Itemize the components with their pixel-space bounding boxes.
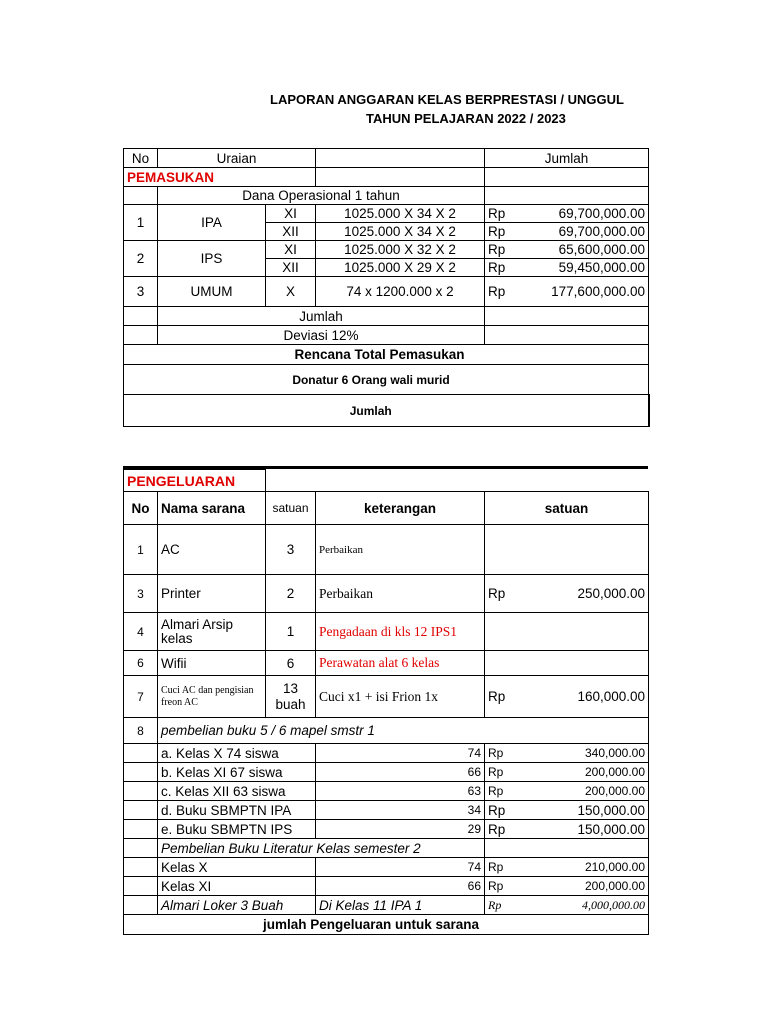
row-calc: 1025.000 X 34 X 2 bbox=[316, 205, 485, 223]
row-calc: 1025.000 X 29 X 2 bbox=[316, 259, 485, 277]
item-qty: 13 buah bbox=[266, 676, 316, 718]
book-qty: 63 bbox=[316, 782, 485, 801]
row-no: 3 bbox=[124, 277, 158, 307]
col-satuan-amount: satuan bbox=[485, 492, 649, 525]
income-table bbox=[123, 148, 650, 427]
lit-amount: Rp 200,000.00 bbox=[485, 877, 649, 896]
col-no: No bbox=[124, 492, 158, 525]
book-name: d. Buku SBMPTN IPA bbox=[158, 801, 316, 820]
book-qty: 66 bbox=[316, 763, 485, 782]
book-amount: Rp 200,000.00 bbox=[485, 763, 649, 782]
item-nama: Almari Arsip kelas bbox=[158, 613, 266, 651]
book-amount: Rp 340,000.00 bbox=[485, 744, 649, 763]
loker-name: Almari Loker 3 Buah bbox=[158, 896, 316, 915]
item-keterangan: Perbaikan bbox=[316, 575, 485, 613]
row-kelas: XII bbox=[266, 259, 316, 277]
row-amount: Rp 65,600,000.00 bbox=[485, 241, 649, 259]
item-nama: Wifii bbox=[158, 651, 266, 676]
deviasi-label: Deviasi 12% bbox=[158, 326, 485, 345]
item-qty: 3 bbox=[266, 525, 316, 575]
row-name: IPA bbox=[158, 205, 266, 241]
lit-qty: 74 bbox=[316, 858, 485, 877]
row-amount: Rp 59,450,000.00 bbox=[485, 259, 649, 277]
item-amount bbox=[485, 613, 649, 651]
item-nama: AC bbox=[158, 525, 266, 575]
item-no: 6 bbox=[124, 651, 158, 676]
section-pemasukan: PEMASUKAN bbox=[124, 168, 316, 187]
section-pengeluaran: PENGELUARAN bbox=[124, 470, 266, 492]
row-kelas: XI bbox=[266, 205, 316, 223]
item-amount: Rp 160,000.00 bbox=[485, 676, 649, 718]
lit-amount: Rp 210,000.00 bbox=[485, 858, 649, 877]
col-nama-sarana: Nama sarana bbox=[158, 492, 266, 525]
row-kelas: XI bbox=[266, 241, 316, 259]
col-satuan: satuan bbox=[266, 492, 316, 525]
report-title: LAPORAN ANGGARAN KELAS BERPRESTASI / UNGGUL bbox=[270, 92, 624, 107]
row-kelas: X bbox=[266, 277, 316, 307]
book-amount: Rp 150,000.00 bbox=[485, 801, 649, 820]
row-no: 1 bbox=[124, 205, 158, 241]
rencana-total-label: Rencana Total Pemasukan bbox=[124, 345, 649, 365]
row-calc: 74 x 1200.000 x 2 bbox=[316, 277, 485, 307]
row-amount: Rp 69,700,000.00 bbox=[485, 205, 649, 223]
item-amount: Rp 250,000.00 bbox=[485, 575, 649, 613]
col-no: No bbox=[124, 149, 158, 168]
item-no: 1 bbox=[124, 525, 158, 575]
book-name: c. Kelas XII 63 siswa bbox=[158, 782, 316, 801]
item-keterangan: Cuci x1 + isi Frion 1x bbox=[316, 676, 485, 718]
item-qty: 2 bbox=[266, 575, 316, 613]
item-keterangan: Perawatan alat 6 kelas bbox=[316, 651, 485, 676]
row-no: 2 bbox=[124, 241, 158, 277]
lit-name: Kelas XI bbox=[158, 877, 316, 896]
jumlah-total-label: Jumlah bbox=[124, 395, 649, 427]
book-amount: Rp 200,000.00 bbox=[485, 782, 649, 801]
item-qty: 1 bbox=[266, 613, 316, 651]
report-subtitle: TAHUN PELAJARAN 2022 / 2023 bbox=[366, 111, 566, 126]
book-qty: 74 bbox=[316, 744, 485, 763]
row-kelas: XII bbox=[266, 223, 316, 241]
book-name: e. Buku SBMPTN IPS bbox=[158, 820, 316, 839]
books-title: pembelian buku 5 / 6 mapel smstr 1 bbox=[158, 718, 649, 744]
lit-name: Kelas X bbox=[158, 858, 316, 877]
book-name: a. Kelas X 74 siswa bbox=[158, 744, 316, 763]
item-keterangan: Perbaikan bbox=[316, 525, 485, 575]
jumlah-label: Jumlah bbox=[158, 307, 485, 326]
col-keterangan: keterangan bbox=[316, 492, 485, 525]
row-calc: 1025.000 X 34 X 2 bbox=[316, 223, 485, 241]
book-qty: 29 bbox=[316, 820, 485, 839]
lit-qty: 66 bbox=[316, 877, 485, 896]
book-amount: Rp 150,000.00 bbox=[485, 820, 649, 839]
loker-amount: Rp 4,000,000.00 bbox=[485, 896, 649, 915]
literatur-title: Pembelian Buku Literatur Kelas semester 2 bbox=[158, 839, 485, 858]
item-no: 8 bbox=[124, 718, 158, 744]
item-amount bbox=[485, 525, 649, 575]
item-no: 3 bbox=[124, 575, 158, 613]
item-qty: 6 bbox=[266, 651, 316, 676]
book-name: b. Kelas XI 67 siswa bbox=[158, 763, 316, 782]
book-qty: 34 bbox=[316, 801, 485, 820]
dana-operasional: Dana Operasional 1 tahun bbox=[158, 187, 485, 205]
item-amount bbox=[485, 651, 649, 676]
donatur-label: Donatur 6 Orang wali murid bbox=[124, 365, 649, 395]
col-jumlah: Jumlah bbox=[485, 149, 649, 168]
total-pengeluaran-label: jumlah Pengeluaran untuk sarana bbox=[124, 915, 649, 935]
loker-keterangan: Di Kelas 11 IPA 1 bbox=[316, 896, 485, 915]
item-nama: Printer bbox=[158, 575, 266, 613]
row-name: IPS bbox=[158, 241, 266, 277]
item-no: 7 bbox=[124, 676, 158, 718]
row-calc: 1025.000 X 32 X 2 bbox=[316, 241, 485, 259]
row-amount: Rp 69,700,000.00 bbox=[485, 223, 649, 241]
item-keterangan: Pengadaan di kls 12 IPS1 bbox=[316, 613, 485, 651]
row-name: UMUM bbox=[158, 277, 266, 307]
expense-table bbox=[123, 469, 649, 935]
item-nama: Cuci AC dan pengisian freon AC bbox=[158, 676, 266, 718]
item-no: 4 bbox=[124, 613, 158, 651]
col-uraian: Uraian bbox=[158, 149, 316, 168]
row-amount: Rp 177,600,000.00 bbox=[485, 277, 649, 307]
